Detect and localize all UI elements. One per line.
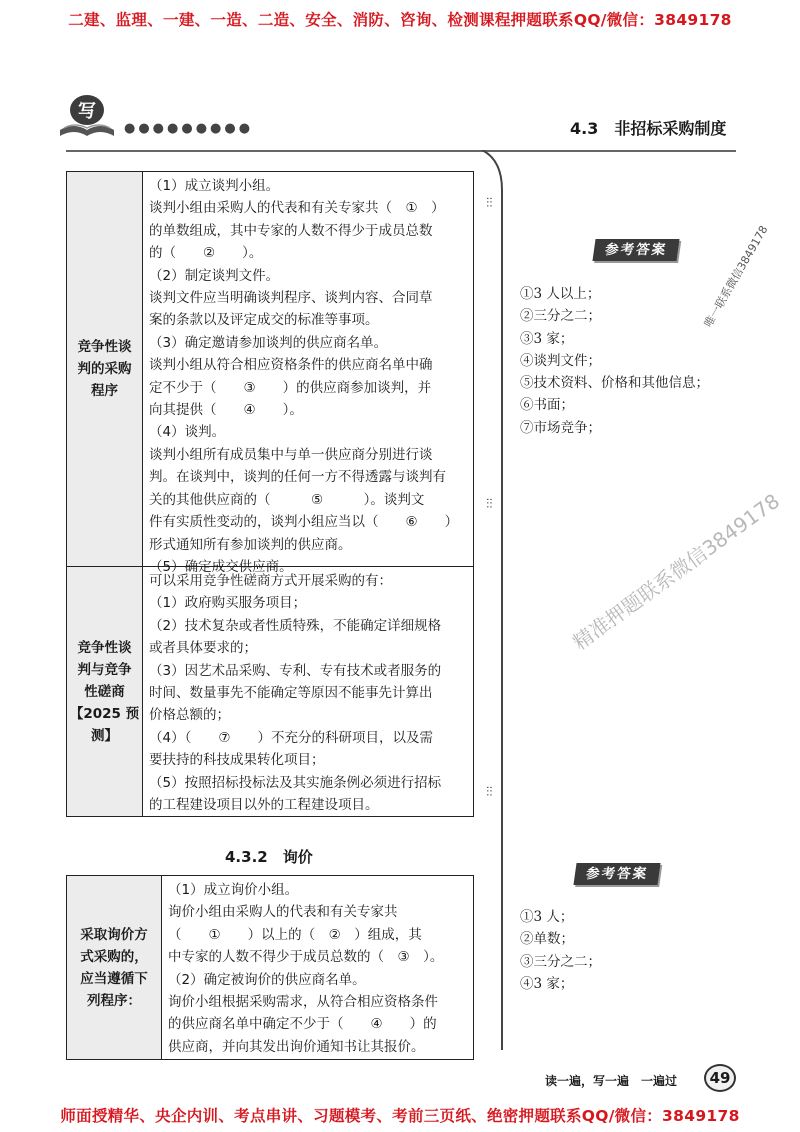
book-logo-icon bbox=[58, 92, 116, 140]
row-label-negotiation-procedure: 竞争性谈 判的采购 程序 bbox=[67, 172, 143, 566]
list-item: ⑦市场竞争； bbox=[520, 419, 601, 436]
watermark-small: 唯一联系微信3849178 bbox=[701, 223, 771, 330]
list-item: ①3 人以上； bbox=[520, 286, 601, 302]
row-label-inquiry: 采取询价方 式采购的， 应当遵循下 列程序： bbox=[67, 876, 162, 1059]
header-dots: ●●●●●●●●● bbox=[124, 121, 254, 136]
bottom-advert-banner: 师面授精华、央企内训、考点串讲、习题模考、考前三页纸、绝密押题联系QQ/微信：3849178 bbox=[60, 1107, 740, 1125]
answer-list-2 bbox=[520, 906, 601, 995]
answer-badge: 参考答案 bbox=[573, 863, 660, 885]
binding-ring-icon: ⫶⫶ bbox=[486, 196, 493, 211]
list-item: ⑥书面； bbox=[520, 397, 574, 414]
row-label-competitive-consultation: 竞争性谈 判与竞争 性磋商 【2025 预 测】 bbox=[67, 567, 143, 816]
answer-list-1 bbox=[520, 283, 709, 439]
inquiry-procedure-table bbox=[66, 875, 474, 1060]
row-content-inquiry: （1）成立询价小组。 询价小组由采购人的代表和有关专家共 （ ① ）以上的（ ② ）组成，其 中专家的人数不得少于成员总数的（ ③ ）。 （2）确定被询价的供应商名单。 询价小组根据采购需求，从符合相应资格条件 的供应商名单中确定不少于（ ④ ）的 供应商，并向其发出询价通知书让其报价。 bbox=[168, 882, 444, 1055]
page-binding-curve bbox=[480, 150, 520, 1060]
row-content-negotiation-procedure: （1）成立谈判小组。 谈判小组由采购人的代表和有关专家共（ ① ） 的单数组成，其中专家的人数不得少于成员总数 的（ ② ）。 （2）制定谈判文件。 谈判文件应当明确谈判程序、谈判内容、合同草 案的条款以及评定成交的标准等事项。 （3）确定邀请参加谈判的供应商名单。 谈判小组从符合相应资格条件的供应商名单中确 定不少于（ ③ ）的供应商参加谈判，并 向其提供（ ④ ）。 （4）谈判。 谈判小组所有成员集中与单一供应商分别进行谈 判。在谈判中，谈判的任何一方不得透露与谈判有 关的其他供应商的（ ⑤ ）。谈判文 件有实质性变动的，谈判小组应当以（ ⑥ ） 形式通知所有参加谈判的供应商。 （5）确定成交供应商。 bbox=[149, 178, 459, 575]
binding-ring-icon: ⫶⫶ bbox=[486, 785, 493, 800]
answer-badge: 参考答案 bbox=[592, 239, 679, 261]
list-item: ③3 家； bbox=[520, 330, 574, 347]
binding-ring-icon: ⫶⫶ bbox=[486, 497, 493, 512]
header-divider bbox=[66, 150, 736, 152]
list-item: ③三分之二； bbox=[520, 953, 601, 970]
page-number: 49 bbox=[704, 1064, 736, 1092]
list-item: ④3 家； bbox=[520, 975, 574, 992]
footer-motto: 读一遍，写一遍 一遍过 bbox=[545, 1074, 678, 1088]
list-item: ②三分之二； bbox=[520, 308, 601, 325]
list-item: ④谈判文件； bbox=[520, 352, 601, 369]
list-item: ②单数； bbox=[520, 931, 574, 948]
logo-character: 写 bbox=[78, 101, 96, 122]
watermark-large: 精准押题联系微信3849178 bbox=[568, 488, 784, 655]
negotiation-procedure-table bbox=[66, 171, 474, 817]
top-advert-banner: 二建、监理、一建、一造、二造、安全、消防、咨询、检测课程押题联系QQ/微信：3849178 bbox=[68, 11, 732, 29]
list-item: ⑤技术资料、价格和其他信息； bbox=[520, 375, 709, 392]
row-content-competitive-consultation: 可以采用竞争性磋商方式开展采购的有： （1）政府购买服务项目； （2）技术复杂或者性质特殊，不能确定详细规格 或者具体要求的； （3）因艺术品采购、专利、专有技术或者服务的 时间、数量事先不能确定等原因不能事先计算出 价格总额的； （4）（ ⑦ ）不充分的科研项目，以及需 要扶持的科技成果转化项目； （5）按照招标投标法及其实施条例必须进行招标 的工程建设项目以外的工程建设项目。 bbox=[149, 573, 442, 814]
section-title: 4.3 非招标采购制度 bbox=[570, 119, 727, 138]
subsection-heading: 4.3.2 询价 bbox=[225, 848, 313, 866]
list-item: ①3 人； bbox=[520, 909, 574, 925]
